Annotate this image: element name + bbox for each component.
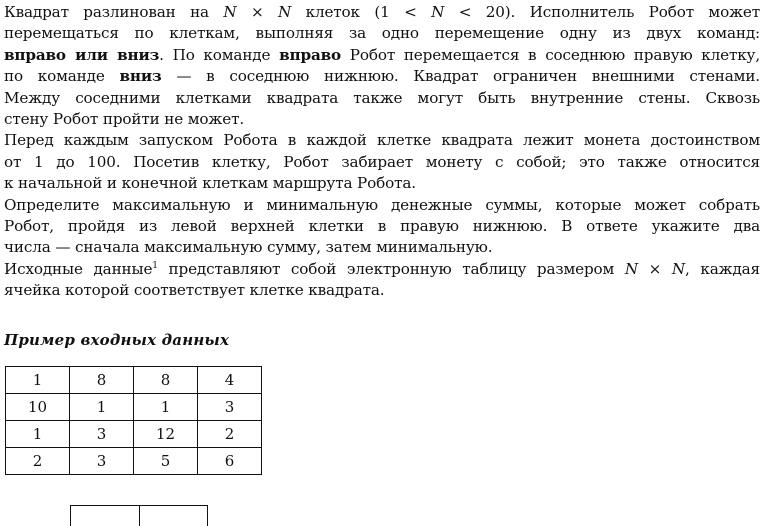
- text-line: вправо или вниз. По команде вправо Робот перемещается в соседнюю правую клетку,: [4, 45, 761, 64]
- text-line: по команде вниз — в соседнюю нижнюю. Квадрат ограничен внешними стенами.: [4, 67, 760, 86]
- text-line: ячейка которой соответствует клетке квадрата.: [4, 281, 385, 300]
- text-line: стену Робот пройти не может.: [4, 110, 245, 129]
- paragraph-robot-description: [4, 2, 760, 130]
- text-line: Исходные данные$^1$ представляют собой электронную таблицу размером N × N, каждая: [4, 259, 760, 278]
- text-line: Определите максимальную и минимальную денежные суммы, которые может собрать: [4, 195, 760, 214]
- table-cell: 1: [6, 421, 70, 448]
- table-row: [6, 367, 262, 394]
- table-cell: 1: [6, 367, 70, 394]
- table-cell: 1: [70, 394, 134, 421]
- paragraph-task: [4, 195, 760, 259]
- table-cell: 6: [198, 448, 262, 475]
- table-row: [6, 421, 262, 448]
- text-line: Квадрат разлинован на N × N клеток (1 < N < 20). Исполнитель Робот может: [4, 3, 760, 21]
- example-title: Пример входных данных: [4, 331, 230, 349]
- example-input-table: [5, 366, 262, 475]
- table-cell: 2: [6, 448, 70, 475]
- problem-text: [4, 2, 760, 302]
- text-line: числа — сначала максимальную сумму, затем минимальную.: [4, 238, 493, 257]
- text-line: к начальной и конечной клеткам маршрута Робота.: [4, 174, 416, 193]
- table-row: [6, 448, 262, 475]
- table-cell: 10: [6, 394, 70, 421]
- table-cell: 2: [198, 421, 262, 448]
- text-line: Перед каждым запуском Робота в каждой клетке квадрата лежит монета достоинством: [4, 131, 760, 150]
- table-row: [6, 394, 262, 421]
- table-cell: 3: [70, 421, 134, 448]
- table-cell: 3: [198, 394, 262, 421]
- table-cell: 8: [134, 367, 198, 394]
- text-line: перемещаться по клеткам, выполняя за одно перемещение одну из двух команд:: [4, 24, 760, 43]
- footnote-mark: 1: [152, 260, 158, 271]
- table-cell: 1: [134, 394, 198, 421]
- paragraph-coins: [4, 130, 760, 194]
- table-cell: 12: [134, 421, 198, 448]
- table-cell: 5: [134, 448, 198, 475]
- text-line: Между соседними клетками квадрата также могут быть внутренние стены. Сквозь: [4, 88, 760, 107]
- table-cell: 3: [70, 448, 134, 475]
- table-cell: 8: [70, 367, 134, 394]
- text-line: Робот, пройдя из левой верхней клетки в правую нижнюю. В ответе укажите два: [4, 217, 760, 236]
- paragraph-input-data: [4, 259, 760, 302]
- table-cell: 4: [198, 367, 262, 394]
- partial-table-edge: [70, 505, 208, 526]
- text-line: от 1 до 100. Посетив клетку, Робот забирает монету с собой; это также относится: [4, 152, 760, 171]
